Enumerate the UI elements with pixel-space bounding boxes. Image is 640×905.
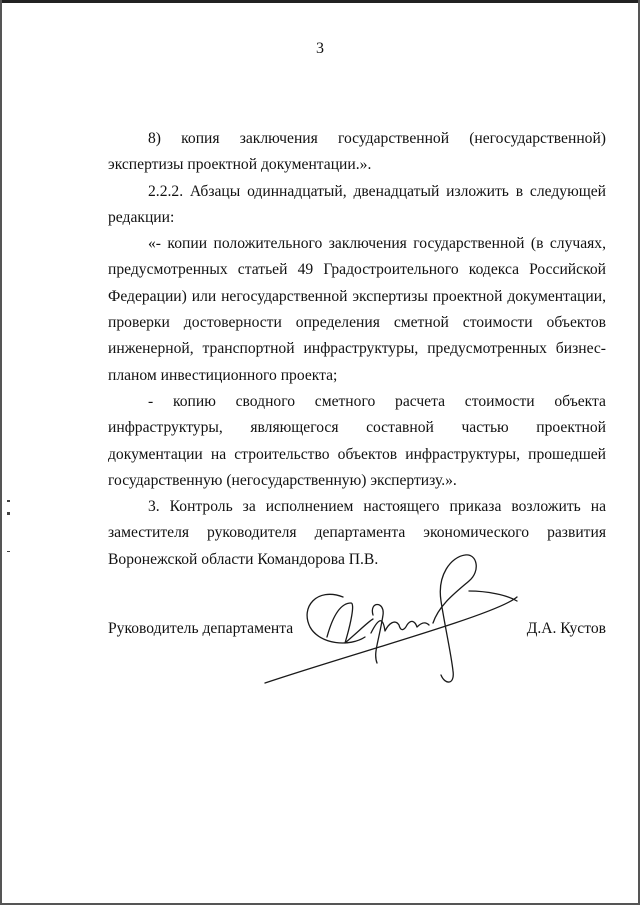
word: сметного xyxy=(314,392,376,410)
paragraph-control-clause: 3. Контроль за исполнением настоящего приказа возложить на xyxy=(148,498,606,516)
paragraph-amendment-2-2-2: 2.2.2. Абзацы одиннадцатый, двенадцатый изложить в следующей редакции: xyxy=(108,182,606,226)
word: развития xyxy=(547,524,606,542)
margin-mark xyxy=(7,512,10,515)
word: стоимости xyxy=(464,392,535,410)
word: расчета xyxy=(395,392,446,410)
paragraph-quoted-item-2-first-line xyxy=(108,389,606,415)
word: департамента xyxy=(314,524,406,542)
word: экономического xyxy=(423,524,530,542)
word: руководителя xyxy=(207,524,297,542)
handwritten-signature xyxy=(255,545,525,695)
document-body xyxy=(108,126,606,573)
paragraph-control-clause-line-3: Воронежской области Командорова П.В. xyxy=(108,550,379,568)
paragraph-quoted-item-1: «- копии положительного заключения государственной (в случаях, предусмотренных статьей 49 Градостроительного кодекса Российской Федерации) или негосударственной экспертизы проектной документации, проверки достоверности определения сметной стоимости объектов инженерной, транспортной инфраструктуры, предусмотренных бизнес-планом инвестиционного проекта; xyxy=(108,235,606,384)
signer-name: Д.А. Кустов xyxy=(526,620,606,637)
page-number: 3 xyxy=(316,40,324,57)
scan-edge-left xyxy=(0,0,2,905)
word: объекта xyxy=(554,392,606,410)
paragraph-item-8: 8) копия заключения государственной (негосударственной) экспертизы проектной документации.». xyxy=(108,130,606,174)
paragraph-control-clause-line-2 xyxy=(108,520,606,546)
word: заместителя xyxy=(108,524,190,542)
signer-title: Руководитель департамента xyxy=(108,620,294,637)
word: - xyxy=(148,392,154,410)
word: копию xyxy=(172,392,216,410)
margin-mark xyxy=(7,500,10,502)
paragraph-quoted-item-2-rest: инфраструктуры, являющегося составной частью проектной документации на строительство объектов инфраструктуры, прошедшей государственную (негосударственную) экспертизу.». xyxy=(108,419,606,489)
margin-mark xyxy=(7,551,10,552)
word: сводного xyxy=(235,392,296,410)
scan-edge-top xyxy=(0,0,640,3)
